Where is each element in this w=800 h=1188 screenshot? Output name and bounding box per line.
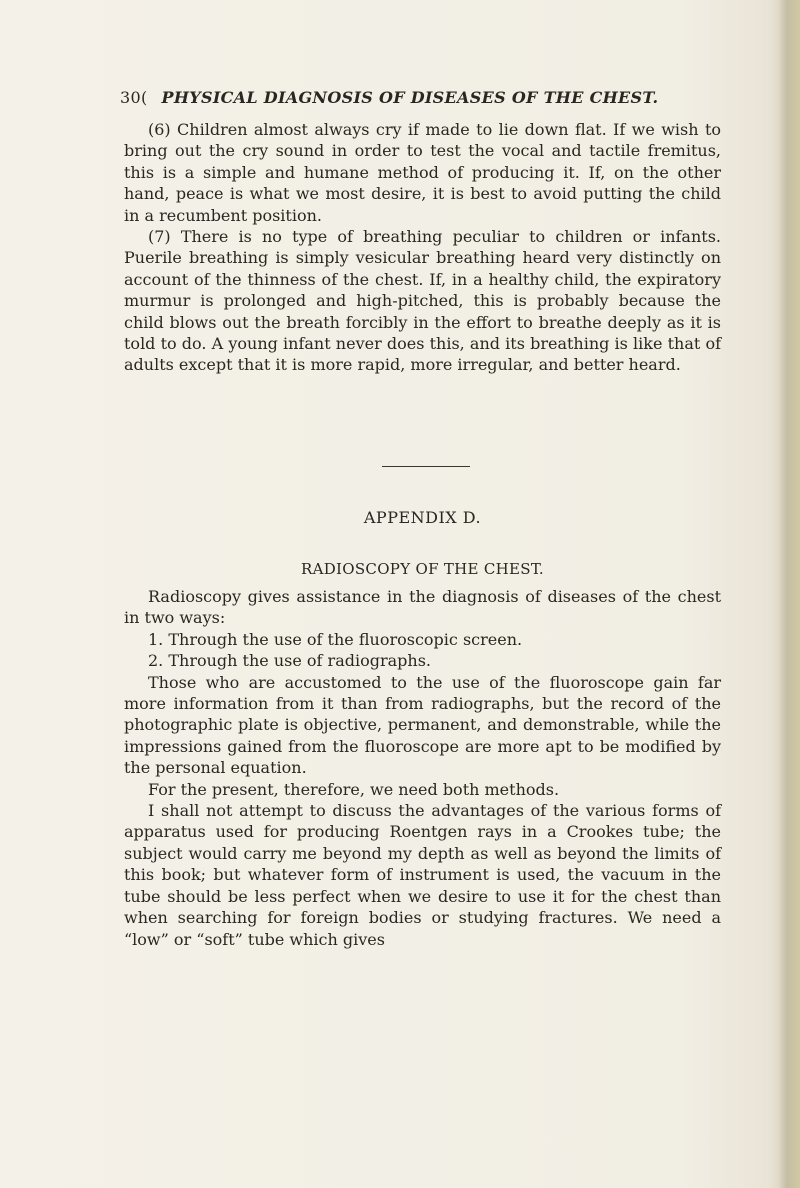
- paragraph-fluoroscope: Those who are accustomed to the use of the fluoroscope gain far more information from it than from radiographs, but the record of the photographic plate is objective, permanent, and demonstrable, while the impressions gained from the fluoroscope are more apt to be modified by the personal equation.: [124, 672, 721, 778]
- running-header: [120, 88, 720, 107]
- appendix-subtitle: RADIOSCOPY OF THE CHEST.: [300, 560, 545, 578]
- paragraph-7: (7) There is no type of breathing peculiar to children or infants. Puerile breathing is simply vesicular breathing heard very distinctly on account of the thinness of the chest. If, in a healthy child, the expiratory murmur is prolonged and high-pitched, this is probably because the child blows out the breath forcibly in the effort to breathe deeply as it is told to do. A young infant never does this, and its breathing is like that of adults except that it is more rapid, more irregular, and better heard.: [124, 227, 721, 375]
- list-item-1: 1. Through the use of the fluoroscopic screen.: [148, 629, 523, 649]
- running-title: PHYSICAL DIAGNOSIS OF DISEASES OF THE CHEST.: [161, 88, 659, 107]
- page-number: 30(: [120, 88, 148, 107]
- section-children-breathing: [124, 119, 721, 376]
- paragraph-intro: Radioscopy gives assistance in the diagnosis of diseases of the chest in two ways:: [124, 587, 721, 628]
- section-divider: [382, 466, 470, 467]
- paragraph-apparatus: I shall not attempt to discuss the advantages of the various forms of apparatus used for producing Roentgen rays in a Crookes tube; the subject would carry me beyond my depth as well as beyond the limits of this book; but whatever form of instrument is used, the vacuum in the tube should be less perfect when we desire to use it for the chest than when searching for foreign bodies or studying fractures. We need a “low” or “soft” tube which gives: [124, 801, 721, 949]
- section-radioscopy: [124, 586, 721, 950]
- appendix-title: APPENDIX D.: [363, 508, 482, 527]
- paragraph-6: (6) Children almost always cry if made to lie down flat. If we wish to bring out the cry sound in order to test the vocal and tactile fremitus, this is a simple and humane method of producing it. If, on the other hand, peace is what we most desire, it is best to avoid putting the child in a recumbent position.: [124, 120, 721, 225]
- page-edge-shadow: [778, 0, 800, 1188]
- list-item-2: 2. Through the use of radiographs.: [148, 651, 431, 671]
- paragraph-both-methods: For the present, therefore, we need both methods.: [148, 779, 560, 799]
